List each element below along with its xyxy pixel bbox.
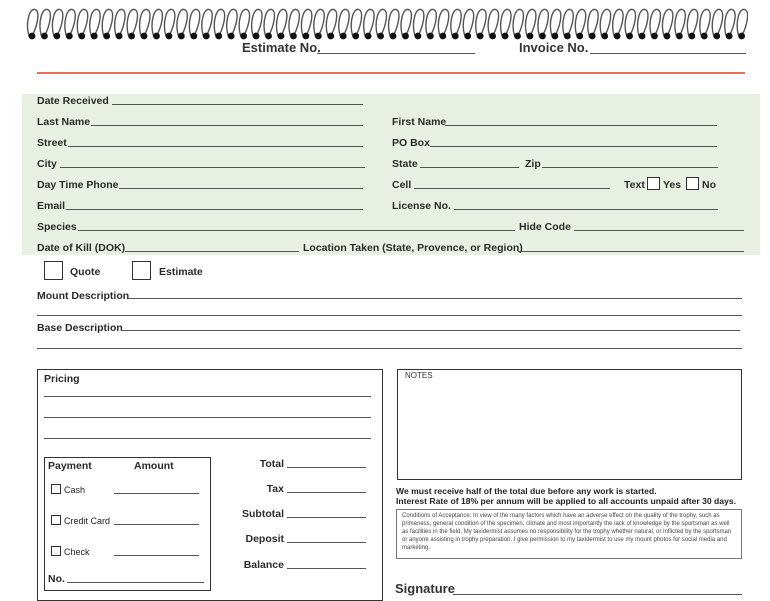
spiral-coil [675, 9, 685, 36]
email-field[interactable] [66, 209, 363, 210]
spiral-coil [301, 9, 311, 36]
cell-label: Cell [392, 179, 412, 191]
spiral-coil [40, 9, 50, 36]
spiral-hole [489, 33, 496, 40]
spiral-coil [115, 9, 125, 36]
yes-label: Yes [663, 179, 682, 191]
spiral-coil [189, 9, 199, 36]
last-name-label: Last Name [37, 116, 91, 128]
spiral-hole [539, 33, 546, 40]
spiral-hole [228, 33, 235, 40]
terms-line-1: We must receive half of the total due before any work is started. [396, 486, 657, 496]
spiral-coil [737, 9, 747, 36]
spiral-coil [451, 9, 461, 36]
spiral-coil [414, 9, 424, 36]
cash-checkbox[interactable] [51, 484, 61, 494]
spiral-coil [426, 9, 436, 36]
spiral-hole [190, 33, 197, 40]
spiral-coil [364, 9, 374, 36]
check-label: Check [64, 547, 90, 557]
spiral-hole [402, 33, 409, 40]
spiral-hole [352, 33, 359, 40]
spiral-hole [103, 33, 110, 40]
spiral-hole [639, 33, 646, 40]
spiral-hole [477, 33, 484, 40]
spiral-coil [526, 9, 536, 36]
first-name-field[interactable] [445, 125, 717, 126]
spiral-hole [166, 33, 173, 40]
spiral-hole [327, 33, 334, 40]
city-field[interactable] [60, 167, 365, 168]
license-label: License No. [392, 200, 451, 212]
street-label: Street [37, 137, 67, 149]
balance-label: Balance [243, 559, 284, 571]
terms-line-2: Interest Rate of 18% per annum will be applied to all accounts unpaid after 30 days. [396, 496, 737, 506]
spiral-coil [712, 9, 722, 36]
city-label: City [37, 158, 57, 170]
deposit-label: Deposit [245, 533, 284, 545]
spiral-coil [140, 9, 150, 36]
pricing-line-3[interactable] [44, 438, 371, 439]
check-no-label: No. [48, 573, 65, 585]
po-box-label: PO Box [392, 137, 430, 149]
spiral-coil [513, 9, 523, 36]
spiral-hole [415, 33, 422, 40]
spiral-hole [253, 33, 260, 40]
spiral-hole [240, 33, 247, 40]
spiral-coil [476, 9, 486, 36]
state-field[interactable] [420, 167, 519, 168]
base-description-label: Base Description [37, 322, 123, 334]
spiral-coil [65, 9, 75, 36]
po-box-field[interactable] [430, 146, 717, 147]
spiral-coil [700, 9, 710, 36]
spiral-coil [501, 9, 511, 36]
spiral-hole [502, 33, 509, 40]
location-taken-label: Location Taken (State, Provence, or Region) [303, 242, 523, 254]
spiral-hole [601, 33, 608, 40]
total-field[interactable] [287, 467, 366, 468]
spiral-hole [153, 33, 160, 40]
day-phone-label: Day Time Phone [37, 179, 119, 191]
spiral-coil [638, 9, 648, 36]
spiral-hole [439, 33, 446, 40]
spiral-coil [177, 9, 187, 36]
spiral-hole [390, 33, 397, 40]
spiral-coil [488, 9, 498, 36]
spiral-coil [77, 9, 87, 36]
spiral-hole [589, 33, 596, 40]
spiral-hole [564, 33, 571, 40]
invoice-no-label: Invoice No. [519, 40, 589, 55]
spiral-hole [203, 33, 210, 40]
spiral-hole [651, 33, 658, 40]
spiral-hole [464, 33, 471, 40]
spiral-coil [563, 9, 573, 36]
spiral-coil [600, 9, 610, 36]
spiral-coil [90, 9, 100, 36]
location-taken-field[interactable] [518, 251, 744, 252]
spiral-coil [575, 9, 585, 36]
spiral-hole [514, 33, 521, 40]
spiral-coil [550, 9, 560, 36]
spiral-hole [713, 33, 720, 40]
spiral-hole [527, 33, 534, 40]
quote-label: Quote [70, 266, 101, 278]
text-yes-checkbox[interactable] [647, 177, 660, 190]
spiral-coil [650, 9, 660, 36]
invoice-no-field[interactable] [590, 53, 746, 54]
pricing-line-1[interactable] [44, 396, 371, 397]
spiral-coil [588, 9, 598, 36]
check-no-field[interactable] [67, 582, 204, 583]
subtotal-label: Subtotal [242, 508, 284, 520]
spiral-coil [314, 9, 324, 36]
estimate-checkbox[interactable] [132, 261, 151, 280]
spiral-hole [41, 33, 48, 40]
spiral-hole [78, 33, 85, 40]
spiral-coil [202, 9, 212, 36]
balance-field[interactable] [287, 568, 366, 569]
first-name-label: First Name [392, 116, 447, 128]
spiral-coil [239, 9, 249, 36]
spiral-coil [277, 9, 287, 36]
spiral-coil [227, 9, 237, 36]
species-label: Species [37, 221, 77, 233]
spiral-coil [401, 9, 411, 36]
spiral-hole [265, 33, 272, 40]
spiral-coil [326, 9, 336, 36]
spiral-coil [102, 9, 112, 36]
spiral-hole [576, 33, 583, 40]
spiral-hole [315, 33, 322, 40]
text-no-checkbox[interactable] [686, 177, 699, 190]
spiral-coil [538, 9, 548, 36]
spiral-hole [377, 33, 384, 40]
spiral-hole [676, 33, 683, 40]
mount-description-line-2[interactable] [37, 315, 742, 316]
spiral-hole [290, 33, 297, 40]
subtotal-field[interactable] [287, 517, 366, 518]
estimate-no-field[interactable] [317, 53, 475, 54]
license-field[interactable] [454, 209, 718, 210]
amount-header: Amount [134, 460, 174, 472]
text-label: Text [624, 179, 645, 191]
pricing-line-2[interactable] [44, 417, 371, 418]
spiral-hole [66, 33, 73, 40]
zip-label: Zip [525, 158, 541, 170]
date-of-kill-label: Date of Kill (DOK) [37, 242, 126, 254]
check-checkbox[interactable] [51, 546, 61, 556]
spiral-hole [303, 33, 310, 40]
spiral-coil [252, 9, 262, 36]
spiral-hole [726, 33, 733, 40]
conditions-text: Conditions of Acceptance: In view of the many factors which have an adverse effect on the quality of the trophy, such as primeness, general condition of the specimen, climate and most importantly the lack of knowledge by the sportsman as well as facilities in the field. My taxidermist assumes no responsibility for the trophy whether natural, or inflicted by the sportsman or anyone assisting in trophy preparation. I give permission to my taxidermist to use my mount photos for social media and marketing. [402, 513, 732, 551]
spiral-hole [365, 33, 372, 40]
spiral-hole [552, 33, 559, 40]
date-received-label: Date Received [37, 95, 109, 107]
date-received-field[interactable] [112, 104, 363, 105]
zip-field[interactable] [542, 167, 718, 168]
spiral-hole [701, 33, 708, 40]
pricing-title: Pricing [44, 373, 80, 385]
spiral-coil [52, 9, 62, 36]
spiral-coil [289, 9, 299, 36]
spiral-coil [351, 9, 361, 36]
spiral-hole [340, 33, 347, 40]
spiral-hole [128, 33, 135, 40]
estimate-no-label: Estimate No. [242, 40, 321, 55]
spiral-coil [264, 9, 274, 36]
last-name-field[interactable] [91, 125, 363, 126]
mount-description-label: Mount Description [37, 290, 130, 302]
notes-title: NOTES [405, 371, 433, 380]
spiral-hole [738, 33, 745, 40]
spiral-coil [438, 9, 448, 36]
spiral-coil [376, 9, 386, 36]
spiral-coil [463, 9, 473, 36]
spiral-hole [91, 33, 98, 40]
hide-code-field[interactable] [574, 230, 744, 231]
spiral-coil [663, 9, 673, 36]
spiral-coil [613, 9, 623, 36]
species-field[interactable] [78, 230, 515, 231]
deposit-field[interactable] [287, 542, 366, 543]
spiral-coil [214, 9, 224, 36]
spiral-coil [687, 9, 697, 36]
base-description-line-2[interactable] [37, 348, 742, 349]
cash-amount-field[interactable] [114, 493, 199, 494]
spiral-coil [389, 9, 399, 36]
spiral-hole [116, 33, 123, 40]
spiral-coil [625, 9, 635, 36]
spiral-hole [614, 33, 621, 40]
cell-field[interactable] [414, 188, 610, 189]
spiral-hole [452, 33, 459, 40]
spiral-coil [165, 9, 175, 36]
spiral-hole [29, 33, 36, 40]
notes-box[interactable] [397, 369, 742, 480]
estimate-label: Estimate [159, 266, 203, 278]
hide-code-label: Hide Code [519, 221, 571, 233]
spiral-hole [664, 33, 671, 40]
street-field[interactable] [68, 146, 363, 147]
spiral-hole [688, 33, 695, 40]
spiral-hole [54, 33, 61, 40]
spiral-coil [127, 9, 137, 36]
email-label: Email [37, 200, 66, 212]
spiral-coil [339, 9, 349, 36]
tax-field[interactable] [287, 492, 366, 493]
spiral-hole [626, 33, 633, 40]
quote-checkbox[interactable] [44, 261, 63, 280]
base-description-field[interactable] [121, 330, 740, 331]
credit-card-label: Credit Card [64, 516, 111, 526]
spiral-hole [178, 33, 185, 40]
date-of-kill-field[interactable] [125, 251, 299, 252]
credit-card-checkbox[interactable] [51, 515, 61, 525]
cash-label: Cash [64, 485, 86, 495]
day-phone-field[interactable] [119, 188, 363, 189]
accent-divider [37, 72, 745, 74]
payment-header: Payment [48, 460, 92, 472]
spiral-binding [24, 0, 748, 40]
spiral-hole [427, 33, 434, 40]
spiral-hole [215, 33, 222, 40]
signature-label: Signature [395, 581, 455, 596]
total-label: Total [259, 458, 284, 470]
spiral-hole [278, 33, 285, 40]
spiral-hole [141, 33, 148, 40]
no-label: No [702, 179, 716, 191]
mount-description-field[interactable] [128, 298, 742, 299]
credit-card-amount-field[interactable] [114, 524, 199, 525]
spiral-coil [725, 9, 735, 36]
tax-label: Tax [266, 483, 284, 495]
check-amount-field[interactable] [114, 555, 199, 556]
spiral-coil [152, 9, 162, 36]
state-label: State [392, 158, 418, 170]
spiral-coil [28, 9, 38, 36]
